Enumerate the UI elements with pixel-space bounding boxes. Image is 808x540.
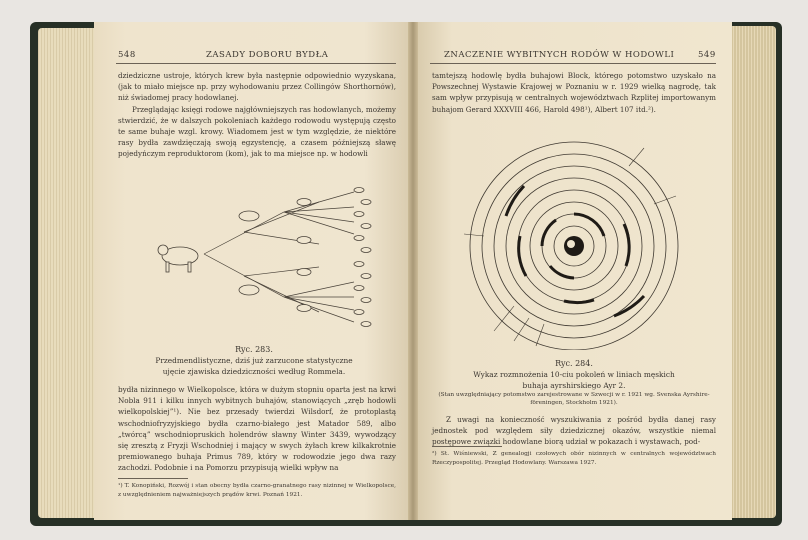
paragraph (118, 70, 396, 160)
running-head: ZNACZENIE WYBITNYCH RODÓW W HODOWLI (444, 50, 675, 60)
inheritance-diagram-figure (154, 172, 390, 342)
paragraph-text: dziedziczne ustroje, których krew była następnie odpowiednio wyzyskana, (jak to miało miejsce np. przy wyhodowaniu przez Collingów Shorthornów), niż świadomej pracy hodowlanej. (118, 71, 396, 103)
concentric-pedigree-figure (454, 126, 694, 350)
footnote: ²) St. Wiśniewski, Z genealogji czołowych obór nizinnych w centralnych województwach Rzeczypospolitej. Przegląd Hodowlany. Warszawa 1927. (432, 451, 716, 466)
page-number: 549 (698, 50, 716, 60)
caption-number: Ryc. 283. (235, 345, 273, 354)
paragraph (432, 414, 716, 448)
paragraph (432, 70, 716, 115)
paragraph-text: Z uwagi na konieczność wyszukiwania z pośród bydła danej rasy jednostek pod względem siły dziedzicznej okazów, wszystkie niemal postępowe związki hodowlane biorą udział w pokazach i wystawach, pod- (432, 415, 716, 447)
page-edges-left (38, 28, 96, 518)
caption-text: Przedmendlistyczne, dziś już zarzucone statystyczne ujęcie zjawiska dziedziczności według Rommela. (155, 356, 353, 376)
caption-note: (Stan uwzględniający potomstwo zarejestrowane w Szwecji w r. 1921 wg. Svenska Ayrshire-föreningen, Stockholm 1921). (438, 392, 710, 407)
footnote-rule (118, 478, 188, 479)
caption-text: Wykaz rozmnożenia 10-ciu pokoleń w liniach męskich buhaja ayrshirskiego Ayr 2. (473, 370, 675, 390)
left-page (94, 22, 412, 520)
figure-caption (154, 344, 354, 377)
book-gutter (408, 22, 418, 520)
page-edges-right (730, 26, 776, 518)
header-rule (430, 63, 716, 64)
paragraph (118, 384, 396, 474)
caption-number: Ryc. 284. (555, 359, 593, 368)
paragraph-text: Przeglądając księgi rodowe najgłówniejszych ras hodowlanych, możemy stwierdzić, że w dalszych pokoleniach każdego rodowodu występują często te same buhaje wzgl. krowy. Wiadomem jest w tym względzie, że niektóre rasy bydła zawdzięczają swoją egzystencję, a czasem późniejszą sławę pojedyńczym reproduktorom (kom), jak to ma miejsce np. w hodowli (118, 104, 396, 159)
footnote-rule (432, 446, 502, 447)
right-page (414, 22, 732, 520)
page-number: 548 (118, 50, 136, 60)
paragraph-text: bydła nizinnego w Wielkopolsce, która w dużym stopniu oparta jest na krwi Nobla 911 i kilku innych wybitnych buhajów, stanowiących „zręb hodowli wielkopolskiej”¹). Nie bez przesady twierdzi Wilsdorf, że protoplastą wschodniofryzyjskiego bydła czarno-białego jest Matador 589, albo „twórcą” wschodniopruskich holendrów sławny Winter 3439, wywodzący się zresztą z Fryzji Wschodniej i mający w swych żyłach krew kilkakrotnie premiowanego buhaja Primus 789, który w rodowodzie jego dwa razy zachodzi. Podobnie i na Pomorzu przypisują wielki wpływ na (118, 385, 396, 473)
header-rule (116, 63, 396, 64)
paragraph-text: tamtejszą hodowlę bydła buhajowi Block, którego potomstwo uzyskało na Powszechnej Wystawie Krajowej w Poznaniu w r. 1929 wielką nagrodę, tak sam wpływ przypisują w centralnych województwach Rzplitej importowanym buhajom Gerard XXXVIII 466, Harold 498¹), Albert 107 itd.²). (432, 71, 716, 114)
footnote: ¹) T. Konopiński, Rozwój i stan obecny bydła czarno-granatnego rasy nizinnej w Wielkopolsce, z uwzględnieniem najważniejszych prądów krwi. Poznań 1921. (118, 483, 396, 498)
figure-caption (432, 358, 716, 407)
running-head: ZASADY DOBORU BYDŁA (206, 50, 329, 60)
